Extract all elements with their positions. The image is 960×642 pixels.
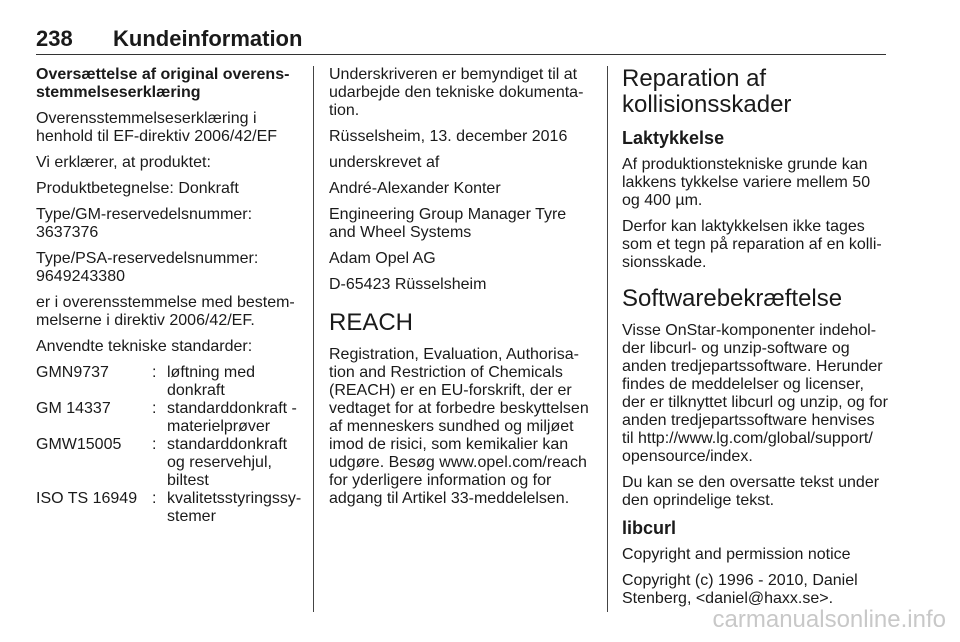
page-number: 238 — [36, 26, 73, 51]
paragraph: Type/PSA-reservedelsnummer: 9649243380 — [36, 250, 259, 285]
table-row: GMW15005 : standarddonkraft og reservehjul, biltest — [36, 436, 298, 490]
reach-heading: REACH — [329, 309, 414, 336]
column-divider — [607, 66, 608, 612]
reach-paragraph: Registration, Evaluation, Authorisa- tion and Restriction of Chemicals (REACH) er en EU-forskrift, der er vedtaget for at forbedre beskyttelsen af menneskers sundhed og miljøet imod de risici, som kemikalier kan udgøre. Besøg www.opel.com/reach for yderligere information og for adgang til Artikel 33-meddelelsen. — [329, 346, 589, 507]
paragraph: underskrevet af — [329, 154, 440, 171]
paragraph: Adam Opel AG — [329, 250, 436, 267]
standard-description: kvalitetsstyringssy- stemer — [167, 490, 302, 525]
standard-description: standarddonkraft - materielprøver — [167, 400, 297, 435]
watermark-text: carmanualsonline.info — [712, 606, 946, 633]
paragraph: Af produktionstekniske grunde kan lakkens tykkelse variere mellem 50 og 400 µm. — [622, 156, 871, 209]
standard-description: standarddonkraft og reservehjul, biltest — [167, 436, 288, 489]
standard-code: ISO TS 16949 — [36, 490, 138, 507]
table-row: ISO TS 16949 : kvalitetsstyringssy- stemer — [36, 490, 302, 525]
paragraph: Produktbetegnelse: Donkraft — [36, 180, 239, 197]
page-header — [36, 26, 886, 55]
paragraph: Overensstemmelseserklæring i henhold til EF-direktiv 2006/42/EF — [36, 110, 278, 145]
paragraph: D-65423 Rüsselsheim — [329, 276, 487, 293]
column-divider — [313, 66, 314, 612]
standard-code: GM 14337 — [36, 400, 111, 417]
paragraph: Derfor kan laktykkelsen ikke tages som et tegn på reparation af en kolli- sionsskade. — [622, 218, 882, 271]
standards-table — [36, 364, 302, 526]
repair-heading: Reparation af kollisionsskader — [622, 65, 792, 118]
paint-thickness-subheading: Laktykkelse — [622, 128, 725, 148]
paragraph: Type/GM-reservedelsnummer: 3637376 — [36, 206, 253, 241]
paragraph: Copyright and permission notice — [622, 546, 851, 563]
software-heading: Softwarebekræftelse — [622, 285, 843, 312]
paragraph: Anvendte tekniske standarder: — [36, 338, 253, 355]
declaration-heading: Oversættelse af original overens- stemmelseserklæring — [36, 66, 290, 101]
paragraph: er i overensstemmelse med bestem- melserne i direktiv 2006/42/EF. — [36, 294, 295, 329]
paragraph: Visse OnStar-komponenter indehol- der libcurl- og unzip-software og anden tredjepartssoftware. Herunder findes de meddelelser og licenser, der er tilknyttet libcurl og unzip, og for anden tredjepartssoftware henvises til http://www.lg.com/global/support/ opensource/index. — [622, 322, 888, 465]
paragraph: Engineering Group Manager Tyre and Wheel Systems — [329, 206, 567, 241]
paragraph: André-Alexander Konter — [329, 180, 501, 197]
column-left — [36, 66, 302, 526]
libcurl-subheading: libcurl — [622, 518, 677, 538]
standard-code: GMW15005 — [36, 436, 122, 453]
paragraph: Vi erklærer, at produktet: — [36, 154, 211, 171]
column-right — [622, 66, 892, 616]
column-middle — [329, 66, 597, 516]
table-row: GMN9737 : løftning med donkraft — [36, 364, 298, 400]
paragraph: Rüsselsheim, 13. december 2016 — [329, 128, 568, 145]
paragraph: Underskriveren er bemyndiget til at udarbejde den tekniske dokumenta- tion. — [329, 66, 584, 119]
paragraph: Du kan se den oversatte tekst under den oprindelige tekst. — [622, 474, 880, 509]
paragraph: Copyright (c) 1996 - 2010, Daniel Stenberg, <daniel@haxx.se>. — [622, 572, 858, 607]
section-title: Kundeinformation — [113, 26, 303, 51]
standard-code: GMN9737 — [36, 364, 109, 381]
standard-description: løftning med donkraft — [167, 364, 256, 399]
table-row: GM 14337 : standarddonkraft - materielprøver — [36, 400, 297, 435]
